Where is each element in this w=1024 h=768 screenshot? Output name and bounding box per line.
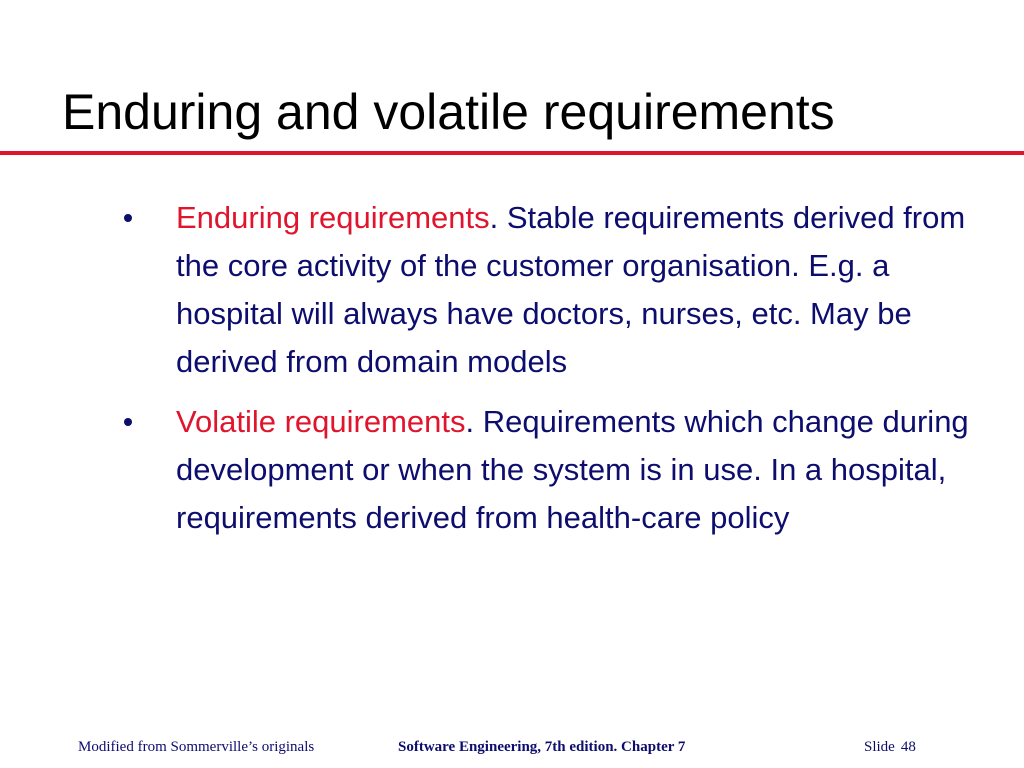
bullet-term: Enduring requirements xyxy=(176,200,490,235)
slide-title: Enduring and volatile requirements xyxy=(62,84,835,140)
bullet-dot-icon xyxy=(124,214,132,222)
footer-source: Modified from Sommerville’s originals xyxy=(78,739,315,755)
bullet-term: Volatile requirements xyxy=(176,404,466,439)
bullet-text: . Stable requirements derived from the core activity of the customer organisation. E.g. a hospital will always have doctors, nurses, etc. May be derived from domain models xyxy=(176,200,966,379)
slide-number: 48 xyxy=(900,739,916,755)
footer-slide-number xyxy=(864,738,916,756)
bullet-text: . Requirements which change during development or when the system is in use. In a hospital, requirements derived from health-care policy xyxy=(176,404,969,535)
bullet-list xyxy=(176,194,981,554)
bullet-item-enduring xyxy=(176,194,981,386)
slide-label: Slide xyxy=(864,739,895,755)
footer-book-title: Software Engineering, 7th edition. Chapter 7 xyxy=(398,739,686,755)
bullet-item-volatile xyxy=(176,398,981,542)
title-underline xyxy=(0,151,1024,155)
bullet-dot-icon xyxy=(124,418,132,426)
